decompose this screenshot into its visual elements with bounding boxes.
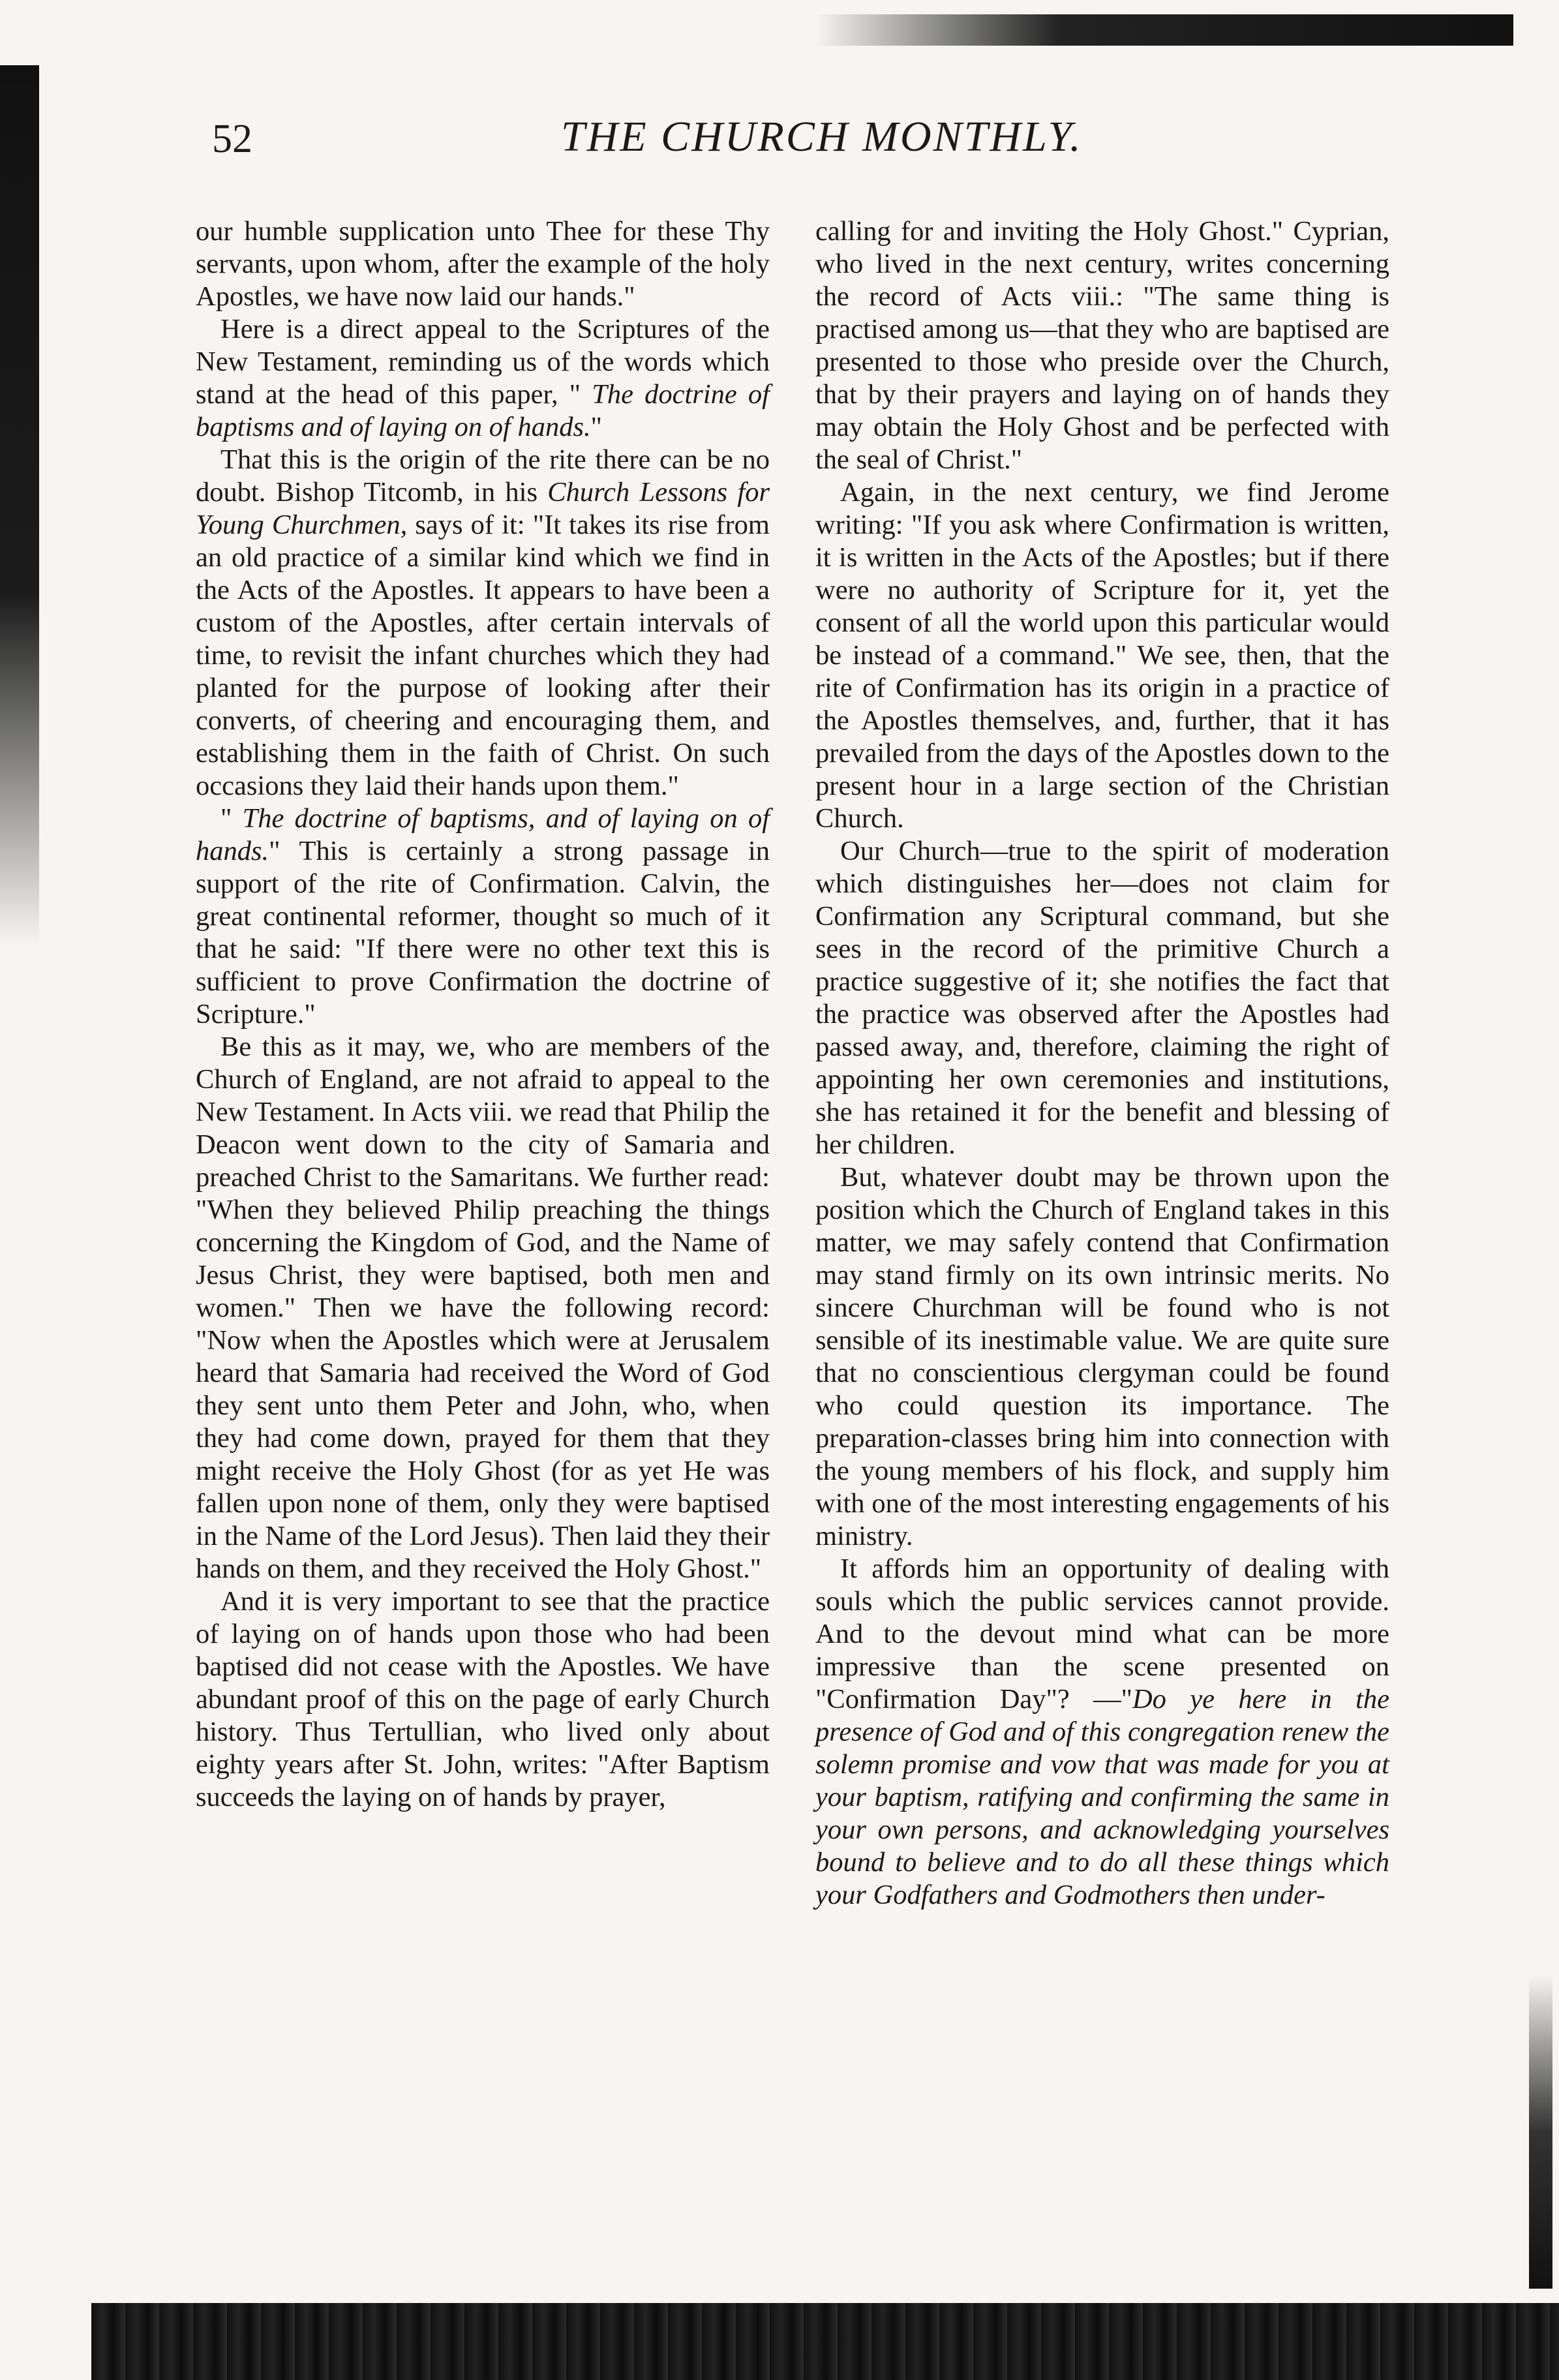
paragraph: It affords him an opportunity of dealing with souls which the public services cannot provide. And to the devout mind what can be more impressive than the scene presented on "Confirmation Day"? —"Do ye here in the presence of God and of this congregation renew the solemn promise and vow that was made for you at your baptism, ratifying and confirming the same in your own persons, and acknowledging yourselves bound to believe and to do all these things which your Godfathers and Godmothers then under-: [815, 1553, 1389, 1910]
paragraph: Be this as it may, we, who are members of the Church of England, are not afraid to appeal to the New Testament. In Acts viii. we read that Philip the Deacon went down to the city of Samaria and preached Christ to the Samaritans. We further read: "When they believed Philip preaching the things concerning the Kingdom of God, and the Name of Jesus Christ, they were baptised, both men and women." Then we have the following record: "Now when the Apostles which were at Jerusalem heard that Samaria had received the Word of God they sent unto them Peter and John, who, when they had come down, prayed for them that they might receive the Holy Ghost (for as yet He was fallen upon none of them, only they were baptised in the Name of the Lord Jesus). Then laid they their hands on them, and they received the Holy Ghost.": [196, 1031, 770, 1584]
scan-edge-top: [815, 14, 1513, 46]
paragraph: calling for and inviting the Holy Ghost." Cyprian, who lived in the next century, writes concerning the record of Acts viii.: "The same thing is practised among us—that they who are baptised are presented to those who preside over the Church, that by their prayers and laying on of hands they may obtain the Holy Ghost and be perfected with the seal of Christ.": [815, 216, 1389, 475]
running-head: THE CHURCH MONTHLY.: [561, 113, 1083, 160]
scan-edge-bottom: [91, 2303, 1559, 2380]
scan-edge-right: [1529, 1976, 1552, 2289]
paragraph: our humble supplication unto Thee for these Thy servants, upon whom, after the example of the holy Apostles, we have now laid our hands.": [196, 216, 770, 312]
paragraph: And it is very important to see that the practice of laying on of hands upon those who had been baptised did not cease with the Apostles. We have abundant proof of this on the page of early Church history. Thus Tertullian, who lived only about eighty years after St. John, writes: "After Baptism succeeds the laying on of hands by prayer,: [196, 1586, 770, 1812]
paragraph: Again, in the next century, we find Jerome writing: "If you ask where Confirmation is written, it is written in the Acts of the Apostles; but if there were no authority of Scripture for it, yet the consent of all the world upon this particular would be instead of a command." We see, then, that the rite of Confirmation has its origin in a practice of the Apostles themselves, and, further, that it has prevailed from the days of the Apostles down to the present hour in a large section of the Christian Church.: [815, 477, 1389, 834]
paragraph: But, whatever doubt may be thrown upon the position which the Church of England takes in this matter, we may safely contend that Confirmation may stand firmly on its own intrinsic merits. No sincere Churchman will be found who is not sensible of its inestimable value. We are quite sure that no conscientious clergyman could be found who could question its importance. The preparation-classes bring him into connection with the young members of his flock, and supply him with one of the most interesting engagements of his ministry.: [815, 1162, 1389, 1551]
paragraph: Our Church—true to the spirit of moderation which distinguishes her—does not claim for Confirmation any Scriptural command, but she sees in the record of the primitive Church a practice suggestive of it; she notifies the fact that the practice was observed after the Apostles had passed away, and, therefore, claiming the right of appointing her own ceremonies and institutions, she has retained it for the benefit and blessing of her children.: [815, 836, 1389, 1160]
paragraph: That this is the origin of the rite there can be no doubt. Bishop Titcomb, in his Church Lessons for Young Churchmen, says of it: "It takes its rise from an old practice of a similar kind which we find in the Acts of the Apostles. It appears to have been a custom of the Apostles, after certain intervals of time, to revisit the infant churches which they had planted for the purpose of looking after their converts, of cheering and encouraging them, and establishing them in the faith of Christ. On such occasions they laid their hands upon them.": [196, 444, 770, 801]
page-number: 52: [212, 117, 252, 161]
paragraph: Here is a direct appeal to the Scriptures of the New Testament, reminding us of the words which stand at the head of this paper, " The doctrine of baptisms and of laying on of hands.": [196, 314, 770, 442]
right-column: [815, 215, 1389, 1912]
left-column: [196, 215, 770, 1814]
paragraph: " The doctrine of baptisms, and of laying on of hands." This is certainly a strong passage in support of the rite of Confirmation. Calvin, the great continental reformer, thought so much of it that he said: "If there were no other text this is sufficient to prove Confirmation the doctrine of Scripture.": [196, 803, 770, 1030]
scan-edge-left: [0, 65, 39, 946]
